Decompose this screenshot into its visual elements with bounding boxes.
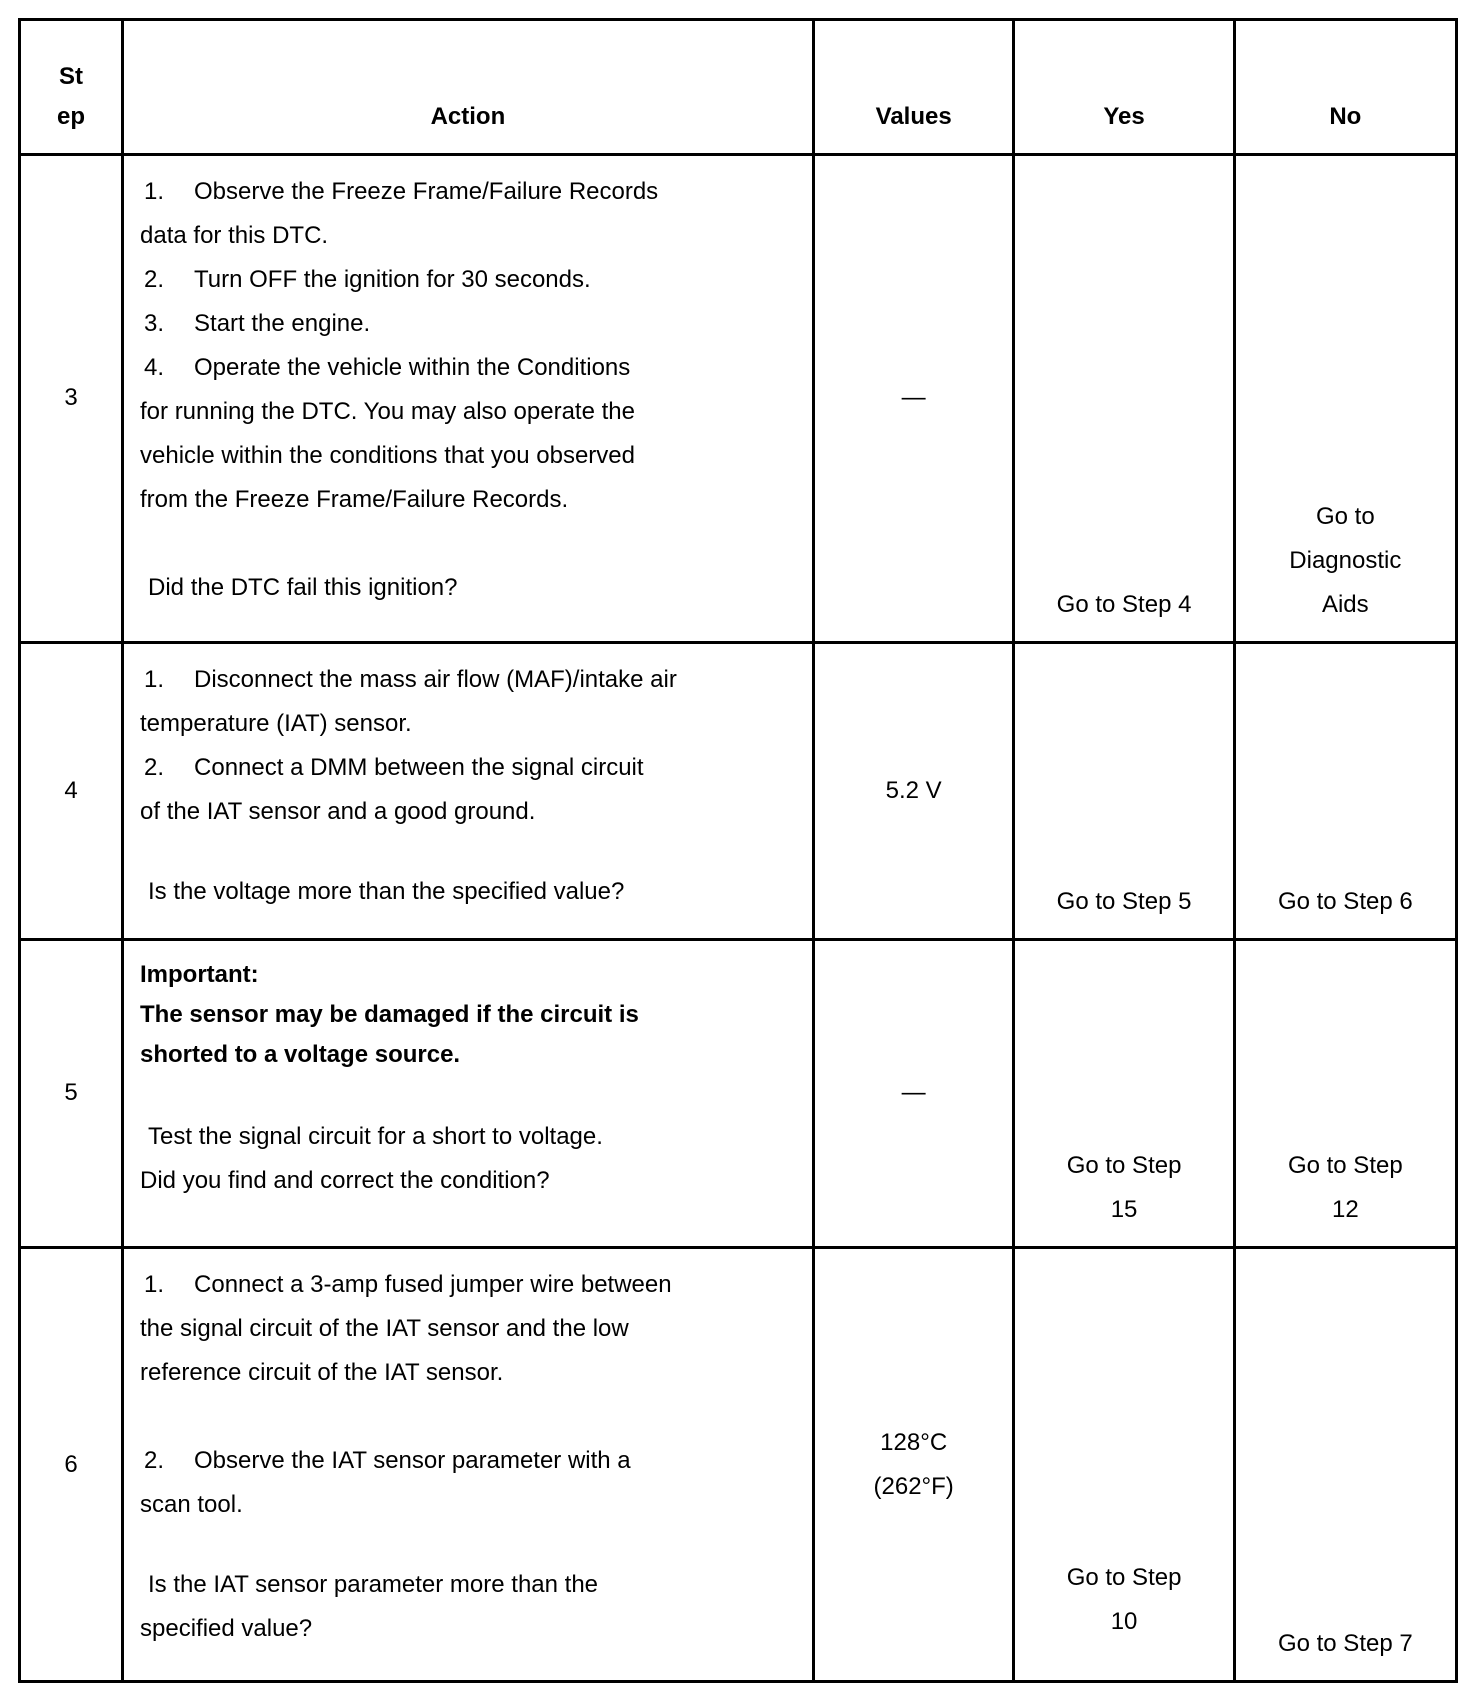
value-cell: 5.2 V: [813, 642, 1014, 939]
yes-cell: Go to Step 4: [1014, 155, 1234, 643]
header-action: Action: [123, 20, 814, 155]
action-line: scan tool.: [140, 1491, 243, 1519]
action-line: 2. Observe the IAT sensor parameter with a: [144, 1447, 631, 1475]
table-row: [20, 1248, 1457, 1682]
header-no: No: [1234, 20, 1456, 155]
no-cell: Go to Step 12: [1234, 939, 1456, 1248]
header-yes: Yes: [1014, 20, 1234, 155]
action-line: for running the DTC. You may also operate the: [140, 398, 635, 425]
action-line: 1. Disconnect the mass air flow (MAF)/intake air: [144, 665, 677, 693]
action-line: data for this DTC.: [140, 222, 329, 249]
yes-cell: Go to Step 5: [1014, 642, 1234, 939]
value-cell: 128°C (262°F): [813, 1248, 1014, 1682]
step-number: 6: [20, 1248, 123, 1682]
action-cell: [123, 155, 814, 643]
action-line: Test the signal circuit for a short to voltage.: [148, 1122, 603, 1150]
action-line: vehicle within the conditions that you observed: [140, 442, 635, 469]
diagnostic-table: [18, 18, 1458, 1683]
action-line: 4. Operate the vehicle within the Conditions: [144, 354, 631, 381]
action-question: Is the IAT sensor parameter more than the: [148, 1571, 599, 1599]
table-row: [20, 642, 1457, 939]
important-note: The sensor may be damaged if the circuit is: [140, 1000, 639, 1028]
header-values: Values: [813, 20, 1014, 155]
important-note: shorted to a voltage source.: [140, 1040, 461, 1068]
action-line: 1. Observe the Freeze Frame/Failure Records: [144, 178, 659, 205]
no-cell: Go to Diagnostic Aids: [1234, 155, 1456, 643]
header-step: St ep: [20, 20, 123, 155]
action-line: temperature (IAT) sensor.: [140, 709, 412, 737]
action-line: 3. Start the engine.: [144, 310, 371, 337]
table-row: [20, 939, 1457, 1248]
no-cell: Go to Step 6: [1234, 642, 1456, 939]
header-row: [20, 20, 1457, 155]
action-line: the signal circuit of the IAT sensor and the low: [140, 1315, 629, 1343]
step-number: 4: [20, 642, 123, 939]
value-cell: —: [813, 155, 1014, 643]
yes-cell: Go to Step 15: [1014, 939, 1234, 1248]
yes-cell: Go to Step 10: [1014, 1248, 1234, 1682]
action-line: reference circuit of the IAT sensor.: [140, 1359, 504, 1387]
action-line: 2. Connect a DMM between the signal circuit: [144, 753, 644, 781]
action-line: from the Freeze Frame/Failure Records.: [140, 486, 569, 513]
table-row: [20, 155, 1457, 643]
action-question: Did you find and correct the condition?: [140, 1166, 550, 1194]
step-number: 3: [20, 155, 123, 643]
step-number: 5: [20, 939, 123, 1248]
action-line: 1. Connect a 3-amp fused jumper wire between: [144, 1271, 672, 1299]
action-question: Did the DTC fail this ignition?: [148, 574, 458, 601]
action-question: specified value?: [140, 1615, 313, 1643]
value-cell: —: [813, 939, 1014, 1248]
action-cell: [123, 1248, 814, 1682]
no-cell: Go to Step 7: [1234, 1248, 1456, 1682]
action-cell: [123, 642, 814, 939]
action-cell: [123, 939, 814, 1248]
important-label: Important:: [140, 960, 259, 988]
action-question: Is the voltage more than the specified value?: [148, 877, 625, 905]
action-line: 2. Turn OFF the ignition for 30 seconds.: [144, 266, 591, 293]
action-line: of the IAT sensor and a good ground.: [140, 797, 536, 825]
